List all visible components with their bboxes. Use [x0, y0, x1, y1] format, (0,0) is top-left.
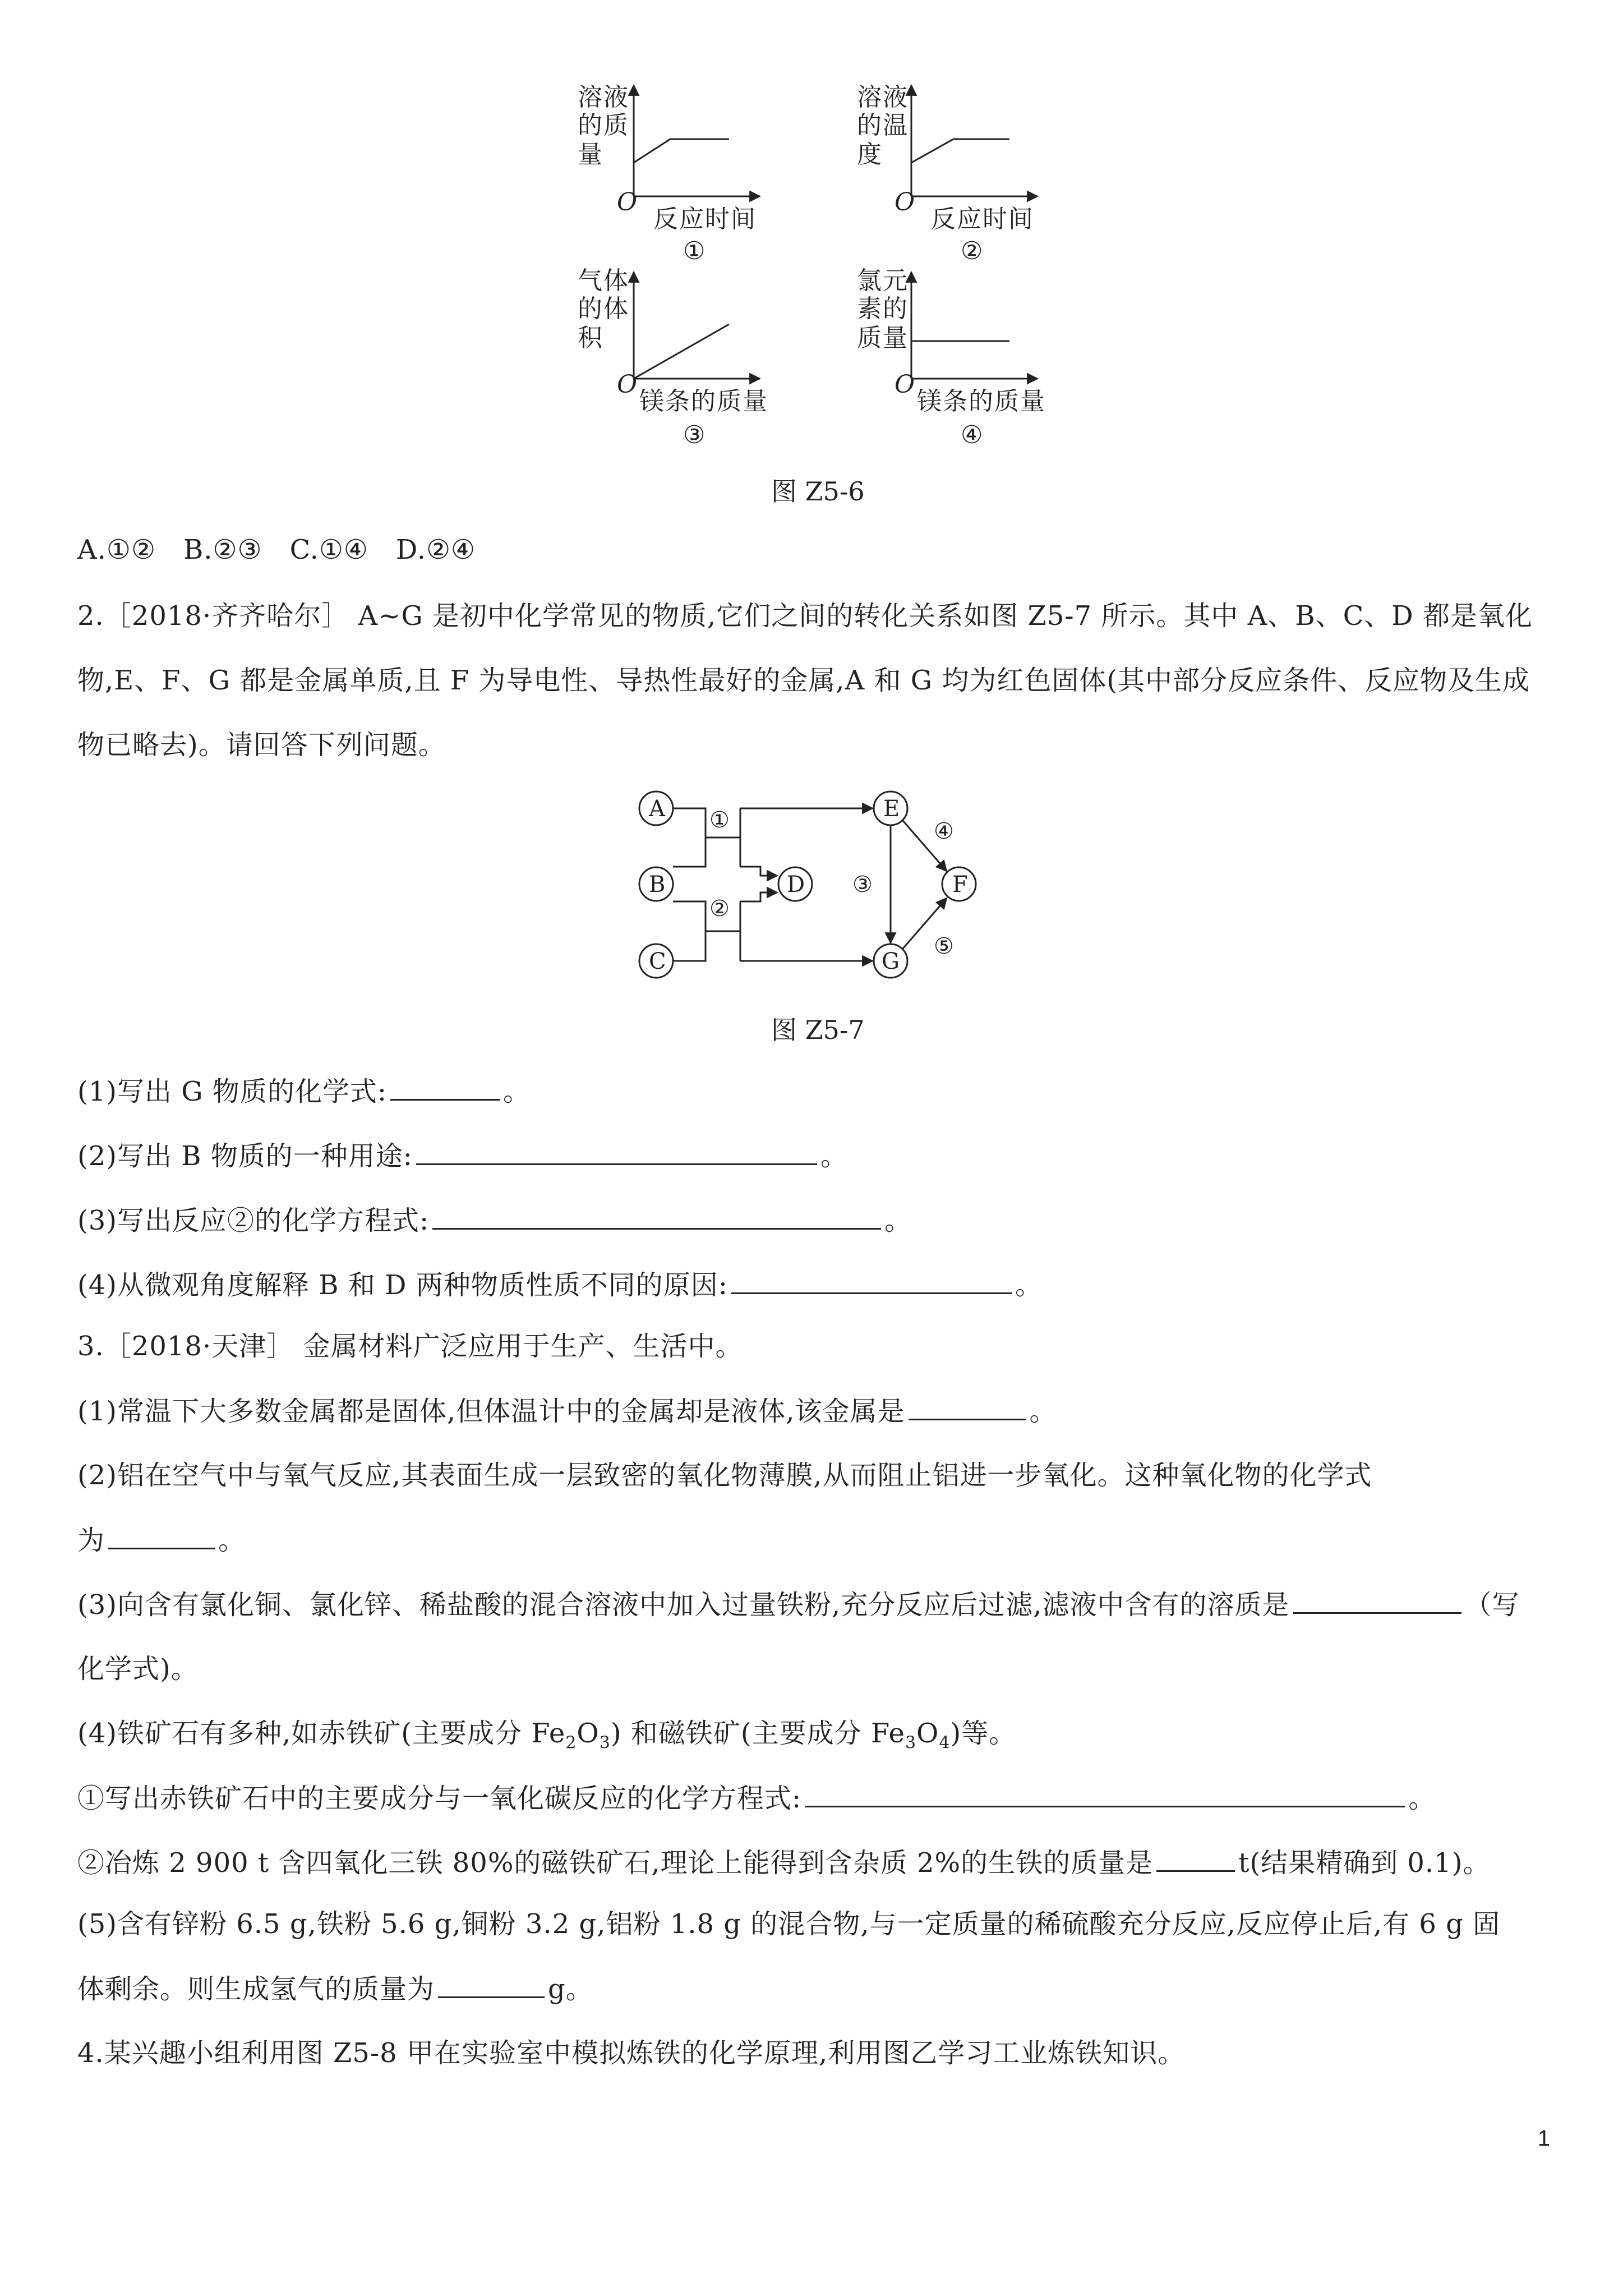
q3-title: 3.［2018·天津］ 金属材料广泛应用于生产、生活中。: [77, 1331, 743, 1362]
reaction-1-label: ①: [709, 807, 730, 833]
q3-sub3-text: (3)向含有氯化铜、氯化锌、稀盐酸的混合溶液中加入过量铁粉,充分反应后过滤,滤液中含有的溶质是: [77, 1589, 1290, 1621]
reaction-3-label: ③: [852, 872, 873, 898]
q3-sub4-text-a: (4)铁矿石有多种,如赤铁矿(主要成分 Fe: [77, 1718, 566, 1749]
g1-xlabel: 反应时间: [653, 205, 757, 233]
q3-sub2-line1: (2)铝在空气中与氧气反应,其表面生成一层致密的氧化物薄膜,从而阻止铝进一步氧化。这种氧化物的化学式: [77, 1460, 1372, 1491]
reaction-2-label: ②: [709, 896, 730, 922]
q3-sub3-line2: 化学式)。: [77, 1653, 199, 1685]
g1-number: ①: [683, 237, 707, 265]
fe2o3-sub-3: 3: [599, 1733, 611, 1753]
node-g-label: G: [882, 949, 900, 974]
fe2o3-o: O: [577, 1718, 600, 1749]
q2-sub4-text: (4)从微观角度解释 B 和 D 两种物质性质不同的原因:: [77, 1269, 728, 1301]
figure-z5-7: [628, 783, 1032, 996]
node-a-label: A: [649, 796, 665, 822]
q3-sub5-end: g。: [548, 1973, 593, 2005]
g4-ylabel-3: 质量: [857, 324, 909, 352]
q3-sub5-answer-blank[interactable]: [438, 1972, 545, 1998]
q3-sub1-end: 。: [1029, 1396, 1057, 1427]
figure-z5-6: [561, 73, 1066, 510]
node-c-label: C: [649, 949, 666, 974]
q3-sub2-end: 。: [218, 1525, 246, 1556]
q3-sub4: [77, 1717, 1016, 1760]
q2-stem-line2: 物,E、F、G 都是金属单质,且 F 为导电性、导热性最好的金属,A 和 G 均为红色固体(其中部分反应条件、反应物及生成: [77, 665, 1530, 696]
q3-sub3-end: （写: [1464, 1589, 1520, 1621]
g1-origin: O: [617, 188, 639, 217]
q2-sub2-end: 。: [820, 1140, 848, 1172]
q2-sub2: [77, 1139, 848, 1173]
q2-sub1-end: 。: [503, 1076, 531, 1107]
q2-sub1-answer-blank[interactable]: [390, 1074, 500, 1101]
q2-stem-line3: 物已略去)。请回答下列问题。: [77, 729, 446, 761]
g2-ylabel-1: 溶液: [857, 83, 909, 112]
g3-number: ③: [683, 421, 707, 449]
g4-ylabel-1: 氯元: [857, 266, 909, 295]
q3-sub4-1-answer-blank[interactable]: [805, 1781, 1405, 1807]
reaction-5-label: ⑤: [934, 933, 954, 959]
q3-sub2-text: 为: [77, 1525, 105, 1556]
graph1-curve: [634, 139, 729, 163]
g2-ylabel-2: 的温: [857, 111, 909, 140]
fe2o3-sub-2: 2: [565, 1733, 577, 1753]
q2-sub3-end: 。: [884, 1205, 912, 1236]
g1-ylabel-1: 溶液: [578, 83, 629, 112]
figure-z5-7-caption: 图 Z5-7: [771, 1015, 865, 1045]
g1-ylabel-2: 的质: [578, 111, 629, 140]
q3-sub3-answer-blank[interactable]: [1293, 1588, 1461, 1614]
q3-sub1: [77, 1394, 1057, 1428]
fe3o4-o: O: [916, 1718, 939, 1749]
q3-sub1-answer-blank[interactable]: [909, 1394, 1026, 1420]
q3-sub4-2: [77, 1846, 1490, 1880]
g4-xlabel: 镁条的质量: [917, 387, 1046, 416]
page-number: 1: [1537, 2126, 1550, 2151]
g3-xlabel: 镁条的质量: [639, 387, 768, 416]
q2-sub1-text: (1)写出 G 物质的化学式:: [77, 1076, 388, 1107]
g2-origin: O: [895, 188, 916, 217]
q3-sub2-line2: [77, 1523, 246, 1557]
q2-sub4-answer-blank[interactable]: [731, 1268, 1012, 1294]
q3-sub4-1-text: ①写出赤铁矿石中的主要成分与一氧化碳反应的化学方程式:: [77, 1783, 802, 1814]
graph2-curve: [911, 139, 1009, 163]
q2-stem-line1: 2.［2018·齐齐哈尔］ A~G 是初中化学常见的物质,它们之间的转化关系如图 Z5-7 所示。其中 A、B、C、D 都是氧化: [77, 600, 1533, 632]
q3-sub4-2-text: ②冶炼 2 900 t 含四氧化三铁 80%的磁铁矿石,理论上能得到含杂质 2%的生铁的质量是: [77, 1847, 1154, 1879]
fe3o4-sub-3: 3: [905, 1733, 917, 1753]
q3-sub5-line1: (5)含有锌粉 6.5 g,铁粉 5.6 g,铜粉 3.2 g,铝粉 1.8 g 的混合物,与一定质量的稀硫酸充分反应,反应停止后,有 6 g 固: [77, 1908, 1501, 1940]
q3-sub3-line1: [77, 1588, 1520, 1622]
q3-sub1-text: (1)常温下大多数金属都是固体,但体温计中的金属却是液体,该金属是: [77, 1396, 905, 1427]
g2-ylabel-3: 度: [857, 140, 883, 169]
node-d-label: D: [787, 872, 805, 898]
g3-ylabel-2: 的体: [578, 295, 629, 323]
q2-sub3-text: (3)写出反应②的化学方程式:: [77, 1205, 430, 1236]
g3-origin: O: [617, 370, 639, 399]
g3-ylabel-3: 积: [578, 324, 603, 352]
g4-number: ④: [961, 421, 984, 449]
q3-sub4-1-end: 。: [1408, 1783, 1436, 1814]
q3-sub4-2-end: t(结果精确到 0.1)。: [1238, 1847, 1491, 1879]
q3-sub4-2-answer-blank[interactable]: [1156, 1846, 1235, 1872]
g1-ylabel-3: 量: [578, 140, 603, 169]
g3-ylabel-1: 气体: [578, 266, 629, 295]
q2-sub3: [77, 1203, 912, 1237]
q2-sub4-end: 。: [1015, 1269, 1043, 1301]
q2-sub2-answer-blank[interactable]: [416, 1139, 817, 1165]
reaction-4-label: ④: [934, 818, 954, 844]
g4-ylabel-2: 素的: [857, 295, 909, 323]
graph3-curve: [634, 324, 729, 379]
node-e-label: E: [883, 796, 900, 822]
q3-sub4-text-e: ) 和磁铁矿(主要成分 Fe: [610, 1718, 905, 1749]
q2-sub3-answer-blank[interactable]: [432, 1203, 881, 1230]
q2-sub1: [77, 1074, 531, 1108]
q4-stem: 4.某兴趣小组利用图 Z5-8 甲在实验室中模拟炼铁的化学原理,利用图乙学习工业炼铁知识。: [77, 2037, 1186, 2069]
q3-sub4-text-i: )等。: [950, 1718, 1017, 1749]
q3-sub5-line2: [77, 1972, 593, 2006]
q2-sub2-text: (2)写出 B 物质的一种用途:: [77, 1140, 413, 1172]
figure-z5-6-caption: 图 Z5-6: [771, 476, 865, 507]
g2-number: ②: [961, 237, 984, 265]
q3-sub2-answer-blank[interactable]: [108, 1523, 215, 1549]
g4-origin: O: [895, 370, 916, 399]
fe3o4-sub-4: 4: [939, 1733, 951, 1753]
g2-xlabel: 反应时间: [931, 205, 1034, 233]
q1-options: A.①② B.②③ C.①④ D.②④: [77, 534, 476, 565]
node-b-label: B: [649, 872, 666, 898]
q2-sub4: [77, 1268, 1043, 1302]
q3-sub5-text: 体剩余。则生成氢气的质量为: [77, 1973, 435, 2005]
node-f-label: F: [952, 872, 968, 898]
q3-sub4-1: [77, 1781, 1436, 1815]
